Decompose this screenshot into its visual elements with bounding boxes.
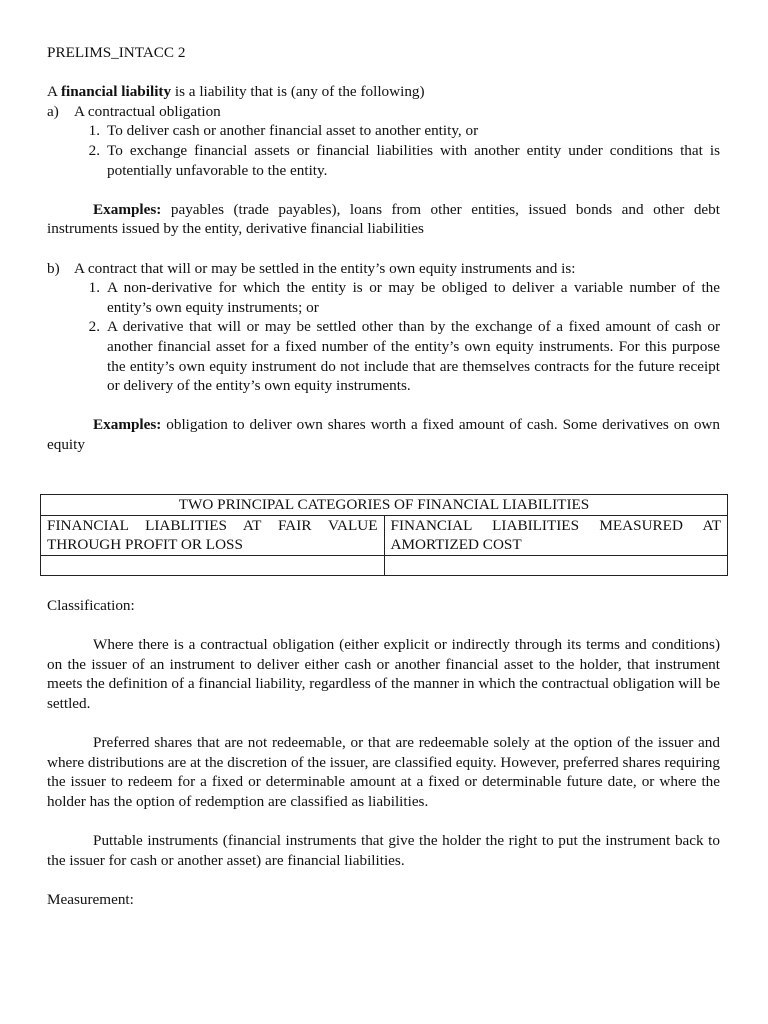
- list-item: [47, 141, 720, 180]
- table-cell-empty: [384, 555, 728, 575]
- document-header: PRELIMS_INTACC 2: [47, 44, 186, 61]
- list-number: 1.: [88, 279, 100, 297]
- list-text: To deliver cash or another financial asset to another entity, or: [107, 122, 479, 140]
- list-item: [47, 317, 720, 395]
- measurement-heading: Measurement:: [47, 890, 134, 908]
- examples-text: payables (trade payables), loans from other entities, issued bonds and other debt instruments issued by the entity, derivative financial liabilities: [47, 200, 720, 238]
- list-text: To exchange financial assets or financial liabilities with another entity under conditions that is potentially unfavorable to the entity.: [107, 141, 720, 179]
- definition-suffix: is a liability that is (any of the following): [171, 83, 425, 101]
- examples-label: Examples:: [93, 200, 162, 218]
- list-number: 2.: [88, 141, 100, 159]
- part-a-text: A contractual obligation: [74, 102, 221, 120]
- list-item: [47, 121, 720, 141]
- list-number: 2.: [88, 318, 100, 336]
- classification-heading: Classification:: [47, 597, 135, 614]
- definition-prefix: A: [47, 83, 61, 101]
- part-b-text: A contract that will or may be settled in the entity’s own equity instruments and is:: [74, 259, 576, 277]
- table-cell-empty: [41, 555, 385, 575]
- categories-table: [40, 494, 728, 576]
- part-b-label: b): [47, 259, 60, 277]
- part-a-label: a): [47, 102, 59, 120]
- examples-b: [47, 415, 720, 454]
- examples-text: obligation to deliver own shares worth a fixed amount of cash. Some derivatives on own equity: [47, 416, 720, 453]
- classification-paragraph: Where there is a contractual obligation (either explicit or indirectly through its terms and conditions) on the issuer of an instrument to deliver either cash or another financial asset to the holder, that instrument meets the definition of a financial liability, regardless of the manner in which the contractual obligation will be settled.: [47, 636, 720, 712]
- list-text: A derivative that will or may be settled other than by the exchange of a fixed amount of cash or another financial asset for a fixed number of the entity’s own equity instruments. For this purpose the entity’s own equity instrument do not include that are themselves contracts for the future receipt or delivery of the entity’s own equity instruments.: [107, 318, 720, 395]
- document-body: [47, 43, 720, 454]
- definition-term: financial liability: [60, 83, 172, 101]
- table-title: TWO PRINCIPAL CATEGORIES OF FINANCIAL LIABILITIES: [41, 495, 728, 516]
- part-b-line: [47, 259, 720, 279]
- table-cell-amortized: FINANCIAL LIABILITIES MEASURED AT AMORTIZED COST: [384, 515, 728, 555]
- examples-label: Examples:: [93, 416, 162, 434]
- table-cell-fvtpl: FINANCIAL LIABLITIES AT FAIR VALUE THROUGH PROFIT OR LOSS: [41, 515, 385, 555]
- definition-line: [47, 82, 720, 102]
- classification-paragraph: Puttable instruments (financial instruments that give the holder the right to put the instrument back to the issuer for cash or another asset) are financial liabilities.: [47, 832, 720, 869]
- list-text: A non-derivative for which the entity is or may be obliged to deliver a variable number of the entity’s own equity instruments; or: [107, 279, 720, 316]
- examples-a: [47, 200, 720, 239]
- classification-paragraph: Preferred shares that are not redeemable, or that are redeemable solely at the option of the issuer and where distributions are at the discretion of the issuer, are classified equity. However, preferred shares requiring the issuer to redeem for a fixed or determinable amount at a fixed or determinable future date, or where the holder has the option of redemption are classified as liabilities.: [47, 734, 720, 810]
- part-a-line: [47, 102, 720, 122]
- list-item: [47, 278, 720, 317]
- list-number: 1.: [88, 122, 100, 140]
- classification-section: [47, 596, 720, 910]
